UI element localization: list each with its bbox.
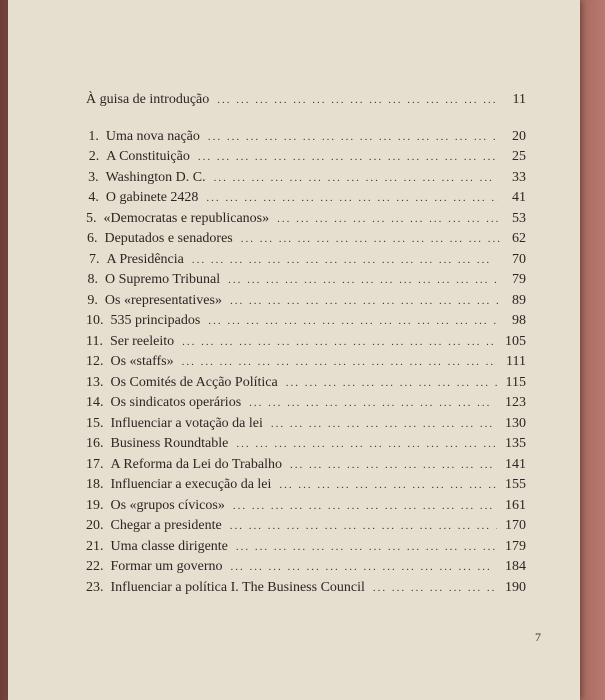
dot-leader: [236, 541, 497, 553]
toc-entries: [86, 129, 526, 601]
toc-entry-page: 161: [505, 497, 526, 513]
toc-entry-page: 184: [505, 559, 526, 574]
toc-entry-number: 7.: [89, 251, 100, 267]
toc-entry-page: 62: [512, 231, 526, 246]
toc-entry-row: [86, 395, 526, 416]
toc-entry-row: [86, 477, 526, 498]
page-number: 7: [535, 630, 541, 644]
dot-leader: [236, 438, 497, 450]
toc-entry-row: [86, 190, 526, 211]
toc-entry-number: 13.: [86, 374, 104, 390]
dot-leader: [228, 274, 499, 286]
toc-entry-page: 115: [505, 374, 526, 390]
toc-entry-row: [86, 211, 526, 232]
toc-entry-title: Business Roundtable: [110, 436, 229, 451]
toc-entry-row: [86, 272, 526, 293]
toc-entry-row: [86, 354, 526, 375]
toc-entry-title: Uma nova nação: [105, 128, 200, 144]
toc-entry-page: 170: [505, 518, 526, 533]
toc-intro-title: À guisa de introdução: [86, 92, 210, 107]
toc-entry-row: [86, 559, 526, 580]
toc-entry-page: 33: [512, 169, 526, 185]
toc-entry-title: A Reforma da Lei do Trabalho: [110, 456, 282, 472]
toc-entry-number: 15.: [86, 415, 104, 431]
toc-intro-page: 11: [512, 92, 526, 107]
dot-leader: [290, 459, 497, 471]
toc-entry-page: 25: [512, 149, 526, 164]
dot-leader: [182, 356, 496, 368]
toc-entry-number: 8.: [87, 272, 98, 287]
dot-leader: [241, 233, 500, 245]
toc-entry-number: 21.: [86, 538, 104, 554]
toc-entry-number: 19.: [86, 497, 104, 513]
table-of-contents: [86, 92, 526, 600]
toc-entry-title: Deputados e senadores: [104, 231, 233, 246]
toc-entry-row: [86, 252, 526, 273]
toc-entry-page: 70: [512, 251, 526, 267]
toc-entry-title: Os sindicatos operários: [110, 395, 242, 410]
toc-intro-row: [86, 92, 526, 113]
toc-entry-row: [86, 231, 526, 252]
toc-entry-title: A Constituição: [106, 149, 190, 164]
toc-entry-number: 20.: [86, 518, 104, 533]
toc-entry-row: [86, 416, 526, 437]
toc-entry-title: O Supremo Tribunal: [105, 272, 221, 287]
toc-entry-title: 535 principados: [110, 313, 201, 328]
book-page: [8, 0, 580, 700]
toc-entry-title: A Presidência: [106, 251, 184, 267]
toc-entry-number: 17.: [86, 456, 104, 472]
dot-leader: [217, 94, 498, 106]
toc-entry-number: 12.: [86, 354, 104, 369]
toc-entry-title: Ser reeleito: [109, 333, 175, 349]
toc-entry-number: 14.: [86, 395, 104, 410]
toc-entry-row: [86, 436, 526, 457]
toc-entry-title: Os «representatives»: [104, 292, 222, 308]
toc-entry-row: [86, 149, 526, 170]
dot-leader: [182, 336, 496, 348]
toc-entry-number: 1.: [88, 128, 99, 144]
dot-leader: [279, 479, 497, 491]
dot-leader: [198, 151, 497, 163]
toc-entry-title: Os «staffs»: [110, 354, 174, 369]
toc-entry-page: 41: [511, 190, 526, 205]
dot-leader: [230, 520, 497, 532]
toc-entry-number: 16.: [86, 436, 104, 451]
dot-leader: [230, 295, 499, 307]
toc-entry-number: 4.: [88, 190, 99, 205]
toc-entry-page: 179: [505, 538, 526, 554]
toc-entry-row: [86, 129, 526, 150]
toc-entry-number: 5.: [86, 210, 97, 226]
dot-leader: [208, 315, 497, 327]
toc-entry-row: [86, 293, 526, 314]
toc-entry-title: Os Comités de Acção Política: [110, 374, 278, 390]
toc-entry-title: Os «grupos cívicos»: [110, 497, 225, 513]
toc-entry-number: 23.: [86, 579, 104, 595]
toc-entry-title: Washington D. C.: [105, 169, 206, 185]
toc-entry-title: Influenciar a política I. The Business Council: [110, 579, 365, 595]
toc-entry-row: [86, 457, 526, 478]
toc-entry-page: 89: [512, 292, 526, 308]
dot-leader: [277, 213, 502, 225]
dot-leader: [373, 582, 497, 594]
toc-entry-row: [86, 375, 526, 396]
toc-entry-row: [86, 498, 526, 519]
toc-entry-page: 141: [505, 456, 526, 472]
toc-entry-number: 9.: [87, 292, 98, 308]
toc-entry-row: [86, 313, 526, 334]
toc-entry-number: 11.: [86, 333, 103, 349]
toc-entry-title: «Democratas e republicanos»: [103, 210, 270, 226]
toc-entry-title: Formar um governo: [110, 559, 223, 574]
toc-entry-number: 3.: [88, 169, 99, 185]
dot-leader: [233, 500, 497, 512]
toc-entry-title: Influenciar a execução da lei: [110, 477, 272, 492]
toc-entry-title: Influenciar a votação da lei: [110, 415, 263, 431]
toc-entry-page: 190: [505, 579, 526, 595]
toc-entry-row: [86, 170, 526, 191]
toc-entry-page: 53: [512, 210, 526, 226]
toc-entry-row: [86, 518, 526, 539]
toc-entry-number: 10.: [86, 313, 104, 328]
toc-entry-number: 6.: [86, 231, 98, 246]
dot-leader: [286, 377, 498, 389]
toc-entry-number: 18.: [86, 477, 104, 492]
toc-entry-page: 105: [505, 333, 526, 349]
dot-leader: [230, 561, 497, 573]
toc-entry-number: 22.: [86, 559, 104, 574]
toc-entry-title: Chegar a presidente: [110, 518, 222, 533]
toc-entry-row: [86, 539, 526, 560]
toc-entry-number: 2.: [88, 149, 100, 164]
toc-entry-title: Uma classe dirigente: [110, 538, 228, 554]
toc-entry-row: [86, 334, 526, 355]
toc-entry-page: 98: [512, 313, 526, 328]
toc-entry-row: [86, 580, 526, 601]
dot-leader: [214, 172, 498, 184]
toc-entry-page: 20: [512, 128, 526, 144]
dot-leader: [271, 418, 497, 430]
dot-leader: [208, 131, 498, 143]
toc-entry-page: 130: [505, 415, 526, 431]
dot-leader: [249, 397, 497, 409]
dot-leader: [206, 192, 497, 204]
toc-entry-page: 123: [505, 395, 526, 410]
toc-entry-page: 79: [512, 272, 526, 287]
dot-leader: [192, 254, 497, 266]
toc-entry-page: 111: [506, 354, 526, 369]
toc-entry-page: 155: [505, 477, 526, 492]
toc-entry-page: 135: [505, 436, 526, 451]
toc-entry-title: O gabinete 2428: [105, 190, 199, 205]
